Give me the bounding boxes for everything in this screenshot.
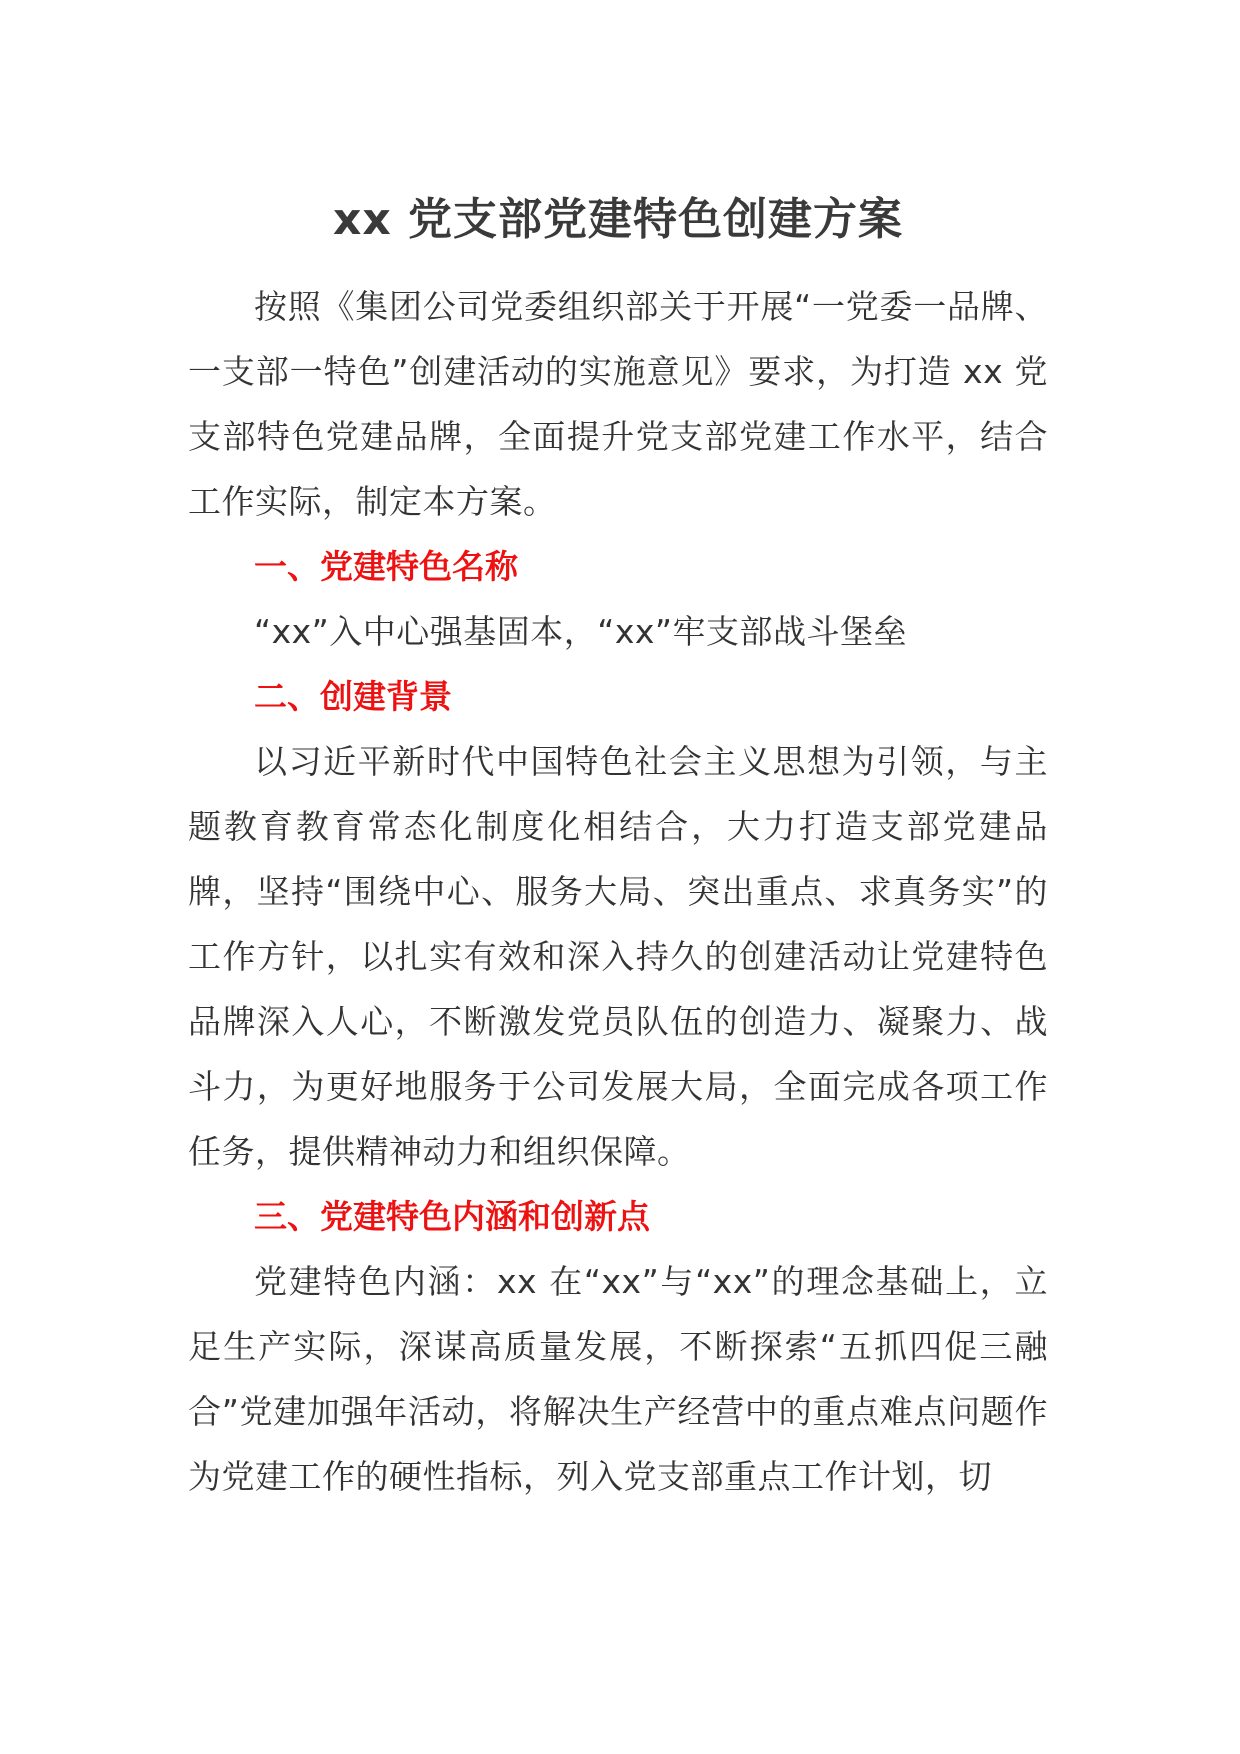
intro-paragraph: 按照《集团公司党委组织部关于开展“一党委一品牌、一支部一特色”创建活动的实施意见》要求，为打造 xx 党支部特色党建品牌，全面提升党支部党建工作水平，结合工作实际，制定本方案。	[188, 287, 1048, 521]
document-title: xx 党支部党建特色创建方案	[332, 194, 904, 245]
section-heading-background: 二、创建背景	[254, 677, 452, 716]
section-heading-connotation: 三、党建特色内涵和创新点	[254, 1197, 650, 1236]
document-page	[188, 190, 1048, 1509]
section-body-name: “xx”入中心强基固本，“xx”牢支部战斗堡垒	[254, 612, 908, 651]
section-body-connotation: 党建特色内涵：xx 在“xx”与“xx”的理念基础上，立足生产实际，深谋高质量发展，不断探索“五抓四促三融合”党建加强年活动，将解决生产经营中的重点难点问题作为党建工作的硬性指标，列入党支部重点工作计划，切	[188, 1262, 1048, 1496]
section-body-background: 以习近平新时代中国特色社会主义思想为引领，与主题教育教育常态化制度化相结合，大力打造支部党建品牌，坚持“围绕中心、服务大局、突出重点、求真务实”的工作方针，以扎实有效和深入持久的创建活动让党建特色品牌深入人心，不断激发党员队伍的创造力、凝聚力、战斗力，为更好地服务于公司发展大局，全面完成各项工作任务，提供精神动力和组织保障。	[188, 742, 1048, 1171]
section-heading-name: 一、党建特色名称	[254, 547, 518, 586]
